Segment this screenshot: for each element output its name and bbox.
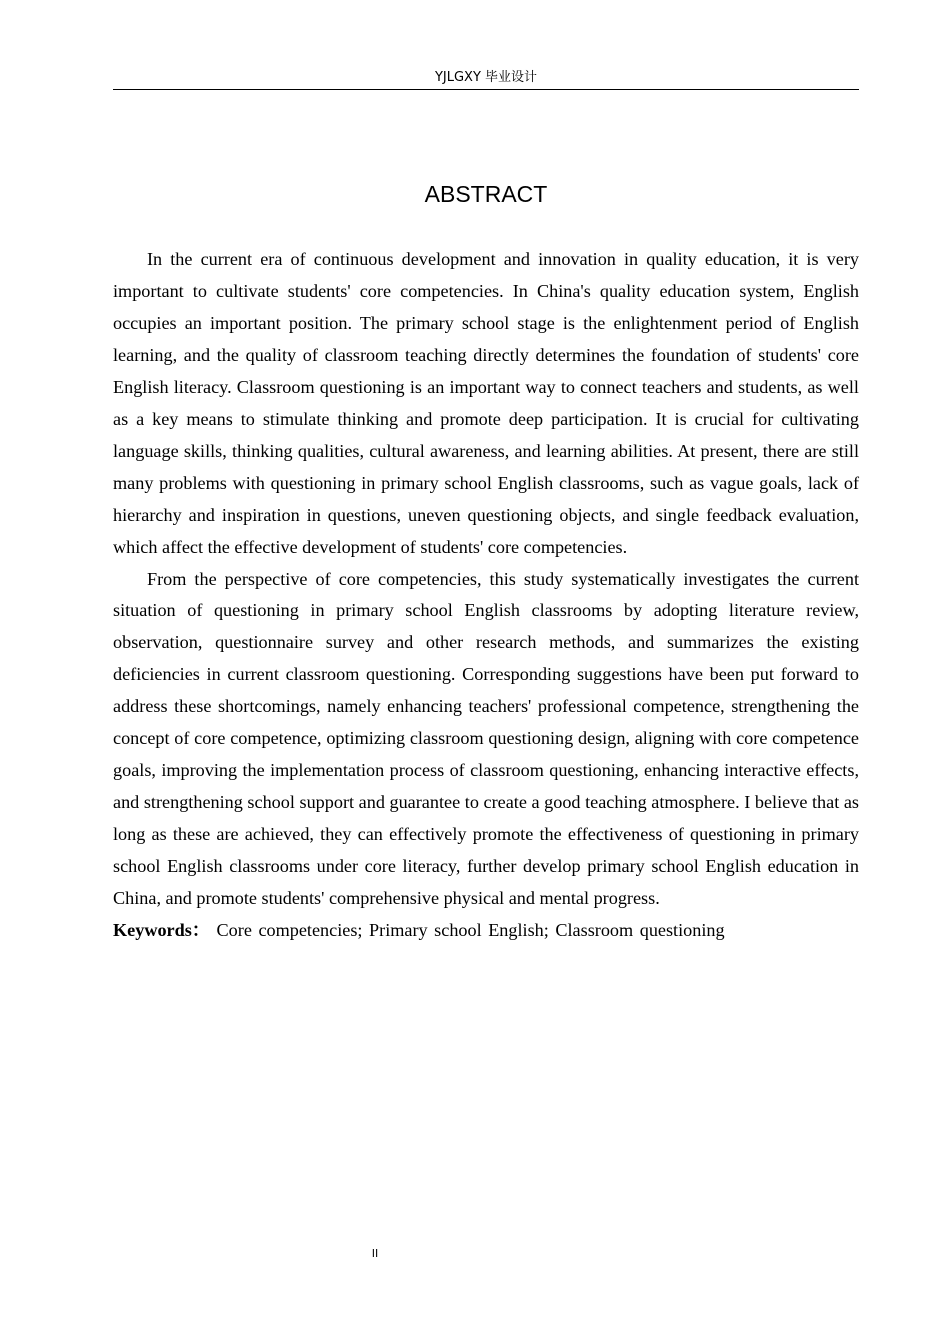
abstract-paragraph: In the current era of continuous development and innovation in quality education, it is very important to cultivate students' core competencies. In China's quality education system, English occupies an important position. The primary school stage is the enlightenment period of English learning, and the quality of classroom teaching directly determines the foundation of students' core English literacy. Classroom questioning is an important way to connect teachers and students, as well as a key means to stimulate thinking and promote deep participation. It is crucial for cultivating language skills, thinking qualities, cultural awareness, and learning abilities. At present, there are still many problems with questioning in primary school English classrooms, such as vague goals, lack of hierarchy and inspiration in questions, uneven questioning objects, and single feedback evaluation, which affect the effective development of students' core competencies.	[113, 249, 859, 557]
abstract-paragraph: From the perspective of core competencies, this study systematically investigates the current situation of questioning in primary school English classrooms by adopting literature review, observation, questionnaire survey and other research methods, and summarizes the existing deficiencies in current classroom questioning. Corresponding suggestions have been put forward to address these shortcomings, namely enhancing teachers' professional competence, strengthening the concept of core competence, optimizing classroom questioning design, aligning with core competence goals, improving the implementation process of classroom questioning, enhancing interactive effects, and strengthening school support and guarantee to create a good teaching atmosphere. I believe that as long as these are achieved, they can effectively promote the effectiveness of questioning in primary school English classrooms under core literacy, further develop primary school English education in China, and promote students' comprehensive physical and mental progress.	[113, 568, 859, 909]
abstract-body	[113, 244, 859, 947]
keywords-text: Core competencies; Primary school English; Classroom questioning	[216, 920, 725, 941]
keywords-line	[113, 915, 859, 947]
keywords-label: Keywords：	[113, 920, 210, 941]
page-number: II	[371, 1247, 379, 1260]
abstract-title: ABSTRACT	[424, 181, 548, 207]
header-text: YJLGXY 毕业设计	[434, 70, 538, 85]
page-header	[113, 68, 859, 90]
